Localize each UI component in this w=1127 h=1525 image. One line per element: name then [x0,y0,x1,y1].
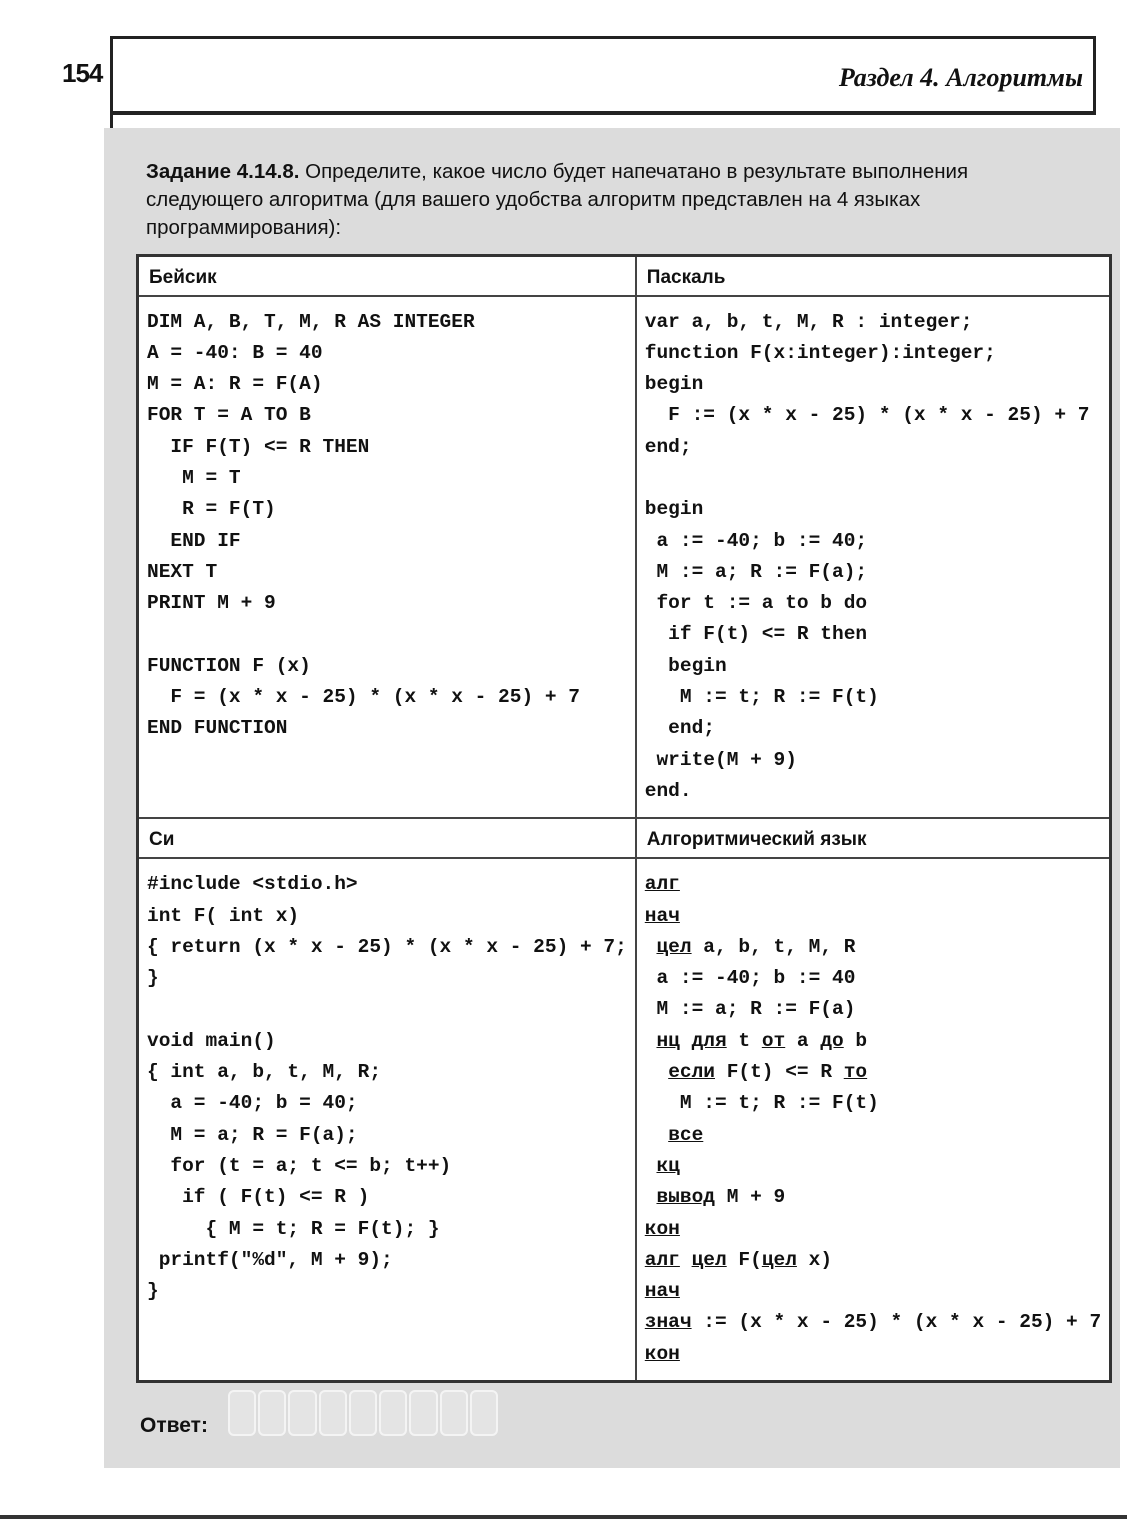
c-header-label: Си [149,829,175,851]
algo-keyword: цел [691,1248,727,1271]
algo-keyword: алг [644,1248,680,1271]
algo-keyword: цел [656,935,692,958]
algo-header [636,818,1111,858]
algo-keyword: алг [644,873,680,896]
answer-cell[interactable] [470,1390,498,1436]
algo-text [680,1249,692,1271]
bottom-rule [0,1515,1127,1519]
algo-code [637,859,1109,1380]
basic-cell [138,296,636,819]
algo-text [645,1155,657,1177]
c-cell [138,858,636,1381]
algo-text: := (x * x - 25) * (x * x - 25) + 7 [691,1311,1102,1334]
algo-text: F(t) <= R [715,1061,844,1084]
algo-keyword: нач [644,904,680,927]
algo-header-label: Алгоритмический язык [646,829,867,851]
pascal-header-label: Паскаль [646,267,726,288]
algo-text: a [785,1029,821,1052]
algo-keyword: нач [644,1280,680,1303]
algo-keyword: если [668,1061,715,1084]
algo-keyword: цел [761,1248,797,1271]
algo-text: a, b, t, M, R [691,935,856,958]
algo-text: M := a; R := F(a) [644,998,856,1021]
code-table [136,254,1112,1383]
answer-cell[interactable] [409,1390,437,1436]
algo-text: b [843,1029,868,1052]
answer-cell[interactable] [288,1390,316,1436]
algo-text [680,1030,692,1052]
algo-text [645,1186,657,1208]
page-header [110,36,1096,115]
basic-header-label: Бейсик [149,267,217,288]
task-statement [146,158,1086,242]
page-number: 154 [62,58,103,88]
algo-text: F( [726,1248,762,1271]
algo-text [645,1030,657,1052]
algo-text [645,1124,668,1146]
answer-cell[interactable] [258,1390,286,1436]
pascal-header [636,256,1111,296]
basic-header [138,256,636,296]
algo-text: M + 9 [715,1186,786,1209]
algo-keyword: знач [644,1311,692,1334]
c-header [138,818,636,858]
pascal-code: var a, b, t, M, R : integer; function F(x:integer):integer; begin F := (x * x - 25) * (x * x - 25) + 7 end; begin a := -40; b := 40; M := a; R := F(a); for t := a to b do if F(t) <= R then begin M := t; R := F(t) end; write(M + 9) end. [644,310,1090,802]
algo-text: t [726,1029,762,1052]
algo-keyword: для [691,1029,727,1052]
answer-label: Ответ: [140,1414,208,1437]
algo-text [645,936,657,958]
answer-cell[interactable] [319,1390,347,1436]
header-rule [110,108,113,130]
algo-keyword: вывод [656,1186,715,1209]
algo-keyword: до [820,1029,844,1052]
algo-keyword: все [668,1123,704,1146]
answer-cell[interactable] [379,1390,407,1436]
pascal-cell [636,296,1111,819]
basic-code: DIM A, B, T, M, R AS INTEGER A = -40: B = 40 M = A: R = F(A) FOR T = A TO B IF F(T) <= R THEN M = T R = F(T) END IF NEXT T PRINT M + 9 FUNCTION F (x) F = (x * x - 25) * (x * x - 25) + 7 END FUNCTION [147,310,580,740]
algo-cell [636,858,1111,1381]
task-label: Задание 4.14.8. [146,160,300,183]
algo-keyword: кц [656,1154,680,1177]
c-code: #include <stdio.h> int F( int x) { return (x * x - 25) * (x * x - 25) + 7; } void main() { int a, b, t, M, R; a = -40; b = 40; M = a; R = F(a); for (t = a; t <= b; t++) if ( F(t) <= R ) { M = t; R = F(t); } printf("%d", M + 9); } [147,873,627,1303]
task-text: Определите, какое число будет напечатано в результате выполнения следующего алгоритма (для вашего удобства алгоритм представлен на 4 языках программирования): [146,160,969,239]
answer-field[interactable] [228,1390,498,1436]
algo-keyword: то [843,1061,868,1084]
algo-keyword: от [761,1029,786,1052]
answer-cell[interactable] [349,1390,377,1436]
algo-text: a := -40; b := 40 [644,967,856,990]
algo-keyword: нц [656,1029,680,1052]
section-title: Раздел 4. Алгоритмы [838,63,1083,92]
algo-text: M := t; R := F(t) [644,1092,879,1115]
algo-text: x) [796,1248,833,1271]
algo-keyword: кон [644,1217,680,1240]
algo-text [645,1061,668,1083]
answer-cell[interactable] [440,1390,468,1436]
algo-keyword: кон [644,1342,680,1365]
answer-cell[interactable] [228,1390,256,1436]
